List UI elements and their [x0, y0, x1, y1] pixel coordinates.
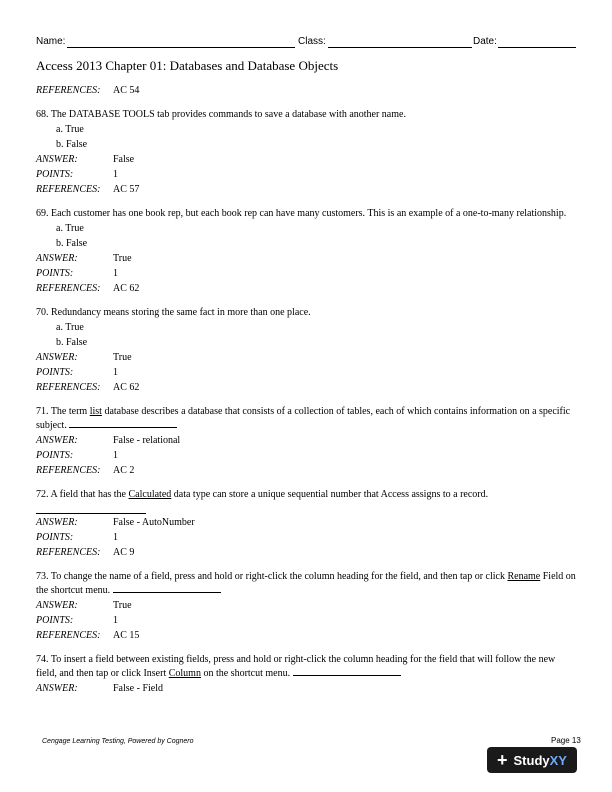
student-info-header: [36, 36, 576, 50]
class-label: Class:: [298, 36, 326, 47]
points-value: 1: [113, 268, 118, 279]
answer-value: True: [113, 600, 132, 611]
points-label: POINTS:: [36, 169, 74, 180]
question-72: [36, 489, 576, 559]
question-list: [36, 82, 576, 707]
question-text-part: data type can store a unique sequential number that Access assigns to a record.: [171, 489, 489, 500]
points-label: POINTS:: [36, 367, 74, 378]
answer-value: False - relational: [113, 435, 181, 446]
references-value: AC 62: [113, 382, 140, 393]
answer-blank[interactable]: [293, 666, 401, 676]
studyxy-badge[interactable]: [487, 747, 577, 773]
references-row: [36, 630, 576, 642]
question-text-part: Field on the shortcut menu.: [36, 571, 576, 596]
brand-text-xy: XY: [549, 752, 567, 768]
question-69: [36, 208, 576, 295]
references-value: AC 2: [113, 465, 135, 476]
question-text: [36, 571, 576, 597]
references-value: AC 9: [113, 547, 135, 558]
document-title: Access 2013 Chapter 01: Databases and Database Objects: [36, 58, 339, 73]
answer-value: True: [113, 253, 132, 264]
underlined-term: Calculated: [128, 489, 172, 500]
points-row: [36, 367, 576, 379]
answer-value: False - AutoNumber: [113, 517, 195, 528]
question-71: [36, 406, 576, 477]
previous-question-tail: [36, 85, 576, 97]
references-row: [36, 283, 576, 295]
option-false[interactable]: b. False: [56, 337, 88, 348]
answer-row: [36, 517, 576, 529]
points-value: 1: [113, 532, 118, 543]
question-text-part: database describes a database that consists of a collection of tables, each of which contains information on a specific subject.: [36, 406, 571, 431]
answer-label: ANSWER:: [36, 154, 78, 165]
question-74: [36, 654, 576, 695]
answer-row: [36, 352, 576, 364]
question-70: [36, 307, 576, 394]
answer-label: ANSWER:: [36, 435, 78, 446]
references-row: [36, 465, 576, 477]
option-false[interactable]: b. False: [56, 139, 88, 150]
points-row: [36, 169, 576, 181]
class-field-line[interactable]: [328, 47, 472, 48]
answer-label: ANSWER:: [36, 517, 78, 528]
points-value: 1: [113, 367, 118, 378]
question-text-part: 71. The term: [36, 406, 90, 417]
references-value: AC 57: [113, 184, 140, 195]
date-field-line[interactable]: [498, 47, 576, 48]
references-label: REFERENCES:: [36, 85, 101, 96]
question-text: 70. Redundancy means storing the same fact in more than one place.: [36, 307, 311, 318]
points-label: POINTS:: [36, 268, 74, 279]
option-false[interactable]: b. False: [56, 238, 88, 249]
answer-value: True: [113, 352, 132, 363]
references-label: REFERENCES:: [36, 465, 101, 476]
option-true[interactable]: a. True: [56, 223, 84, 234]
answer-label: ANSWER:: [36, 683, 78, 694]
references-row: [36, 382, 576, 394]
references-label: REFERENCES:: [36, 630, 101, 641]
references-label: REFERENCES:: [36, 283, 101, 294]
question-text-part: 73. To change the name of a field, press and hold or right-click the column heading for the field, and then tap or click: [36, 571, 508, 582]
references-value: AC 62: [113, 283, 140, 294]
references-value: AC 54: [113, 85, 140, 96]
references-label: REFERENCES:: [36, 382, 101, 393]
points-row: [36, 450, 576, 462]
points-row: [36, 268, 576, 280]
answer-label: ANSWER:: [36, 600, 78, 611]
points-value: 1: [113, 169, 118, 180]
underlined-term: list: [89, 406, 102, 417]
answer-label: ANSWER:: [36, 253, 78, 264]
date-label: Date:: [473, 36, 497, 47]
points-value: 1: [113, 615, 118, 626]
points-row: [36, 615, 576, 627]
points-label: POINTS:: [36, 532, 74, 543]
answer-row: [36, 683, 576, 695]
question-text-part: 72. A field that has the: [36, 489, 129, 500]
points-label: POINTS:: [36, 615, 74, 626]
question-73: [36, 571, 576, 642]
underlined-term: Rename: [507, 571, 541, 582]
page-number: Page 13: [551, 736, 581, 745]
answer-row: [36, 435, 576, 447]
answer-row: [36, 253, 576, 265]
plus-icon: +: [497, 750, 508, 770]
references-value: AC 15: [113, 630, 140, 641]
footer-credit: Cengage Learning Testing, Powered by Cognero: [42, 738, 194, 745]
answer-value: False - Field: [113, 683, 163, 694]
points-label: POINTS:: [36, 450, 74, 461]
name-label: Name:: [36, 36, 66, 47]
points-row: [36, 532, 576, 544]
references-label: REFERENCES:: [36, 547, 101, 558]
question-text: [36, 406, 576, 432]
references-row: [36, 547, 576, 559]
underlined-term: Column: [168, 668, 201, 679]
answer-label: ANSWER:: [36, 352, 78, 363]
question-text: [36, 654, 576, 680]
brand-text-study: Study: [513, 752, 550, 768]
question-text: [36, 489, 576, 501]
answer-blank[interactable]: [36, 501, 146, 514]
question-text: 69. Each customer has one book rep, but each book rep can have many customers. This is an example of a one-to-many relationship.: [36, 208, 567, 219]
question-text-part: on the shortcut menu.: [200, 668, 291, 679]
question-text-part: 74. To insert a field between existing fields, press and hold or right-click the column heading for the field that will follow the new field, and then tap or click Insert: [36, 654, 556, 679]
answer-blank[interactable]: [69, 418, 177, 428]
option-true[interactable]: a. True: [56, 322, 84, 333]
answer-row: [36, 154, 576, 166]
references-label: REFERENCES:: [36, 184, 101, 195]
references-row: [36, 184, 576, 196]
question-text: 68. The DATABASE TOOLS tab provides commands to save a database with another name.: [36, 109, 406, 120]
option-true[interactable]: a. True: [56, 124, 84, 135]
question-68: [36, 109, 576, 196]
name-field-line[interactable]: [67, 47, 295, 48]
answer-row: [36, 600, 576, 612]
answer-blank[interactable]: [113, 583, 221, 593]
references-row: [36, 85, 576, 97]
answer-value: False: [113, 154, 135, 165]
points-value: 1: [113, 450, 118, 461]
